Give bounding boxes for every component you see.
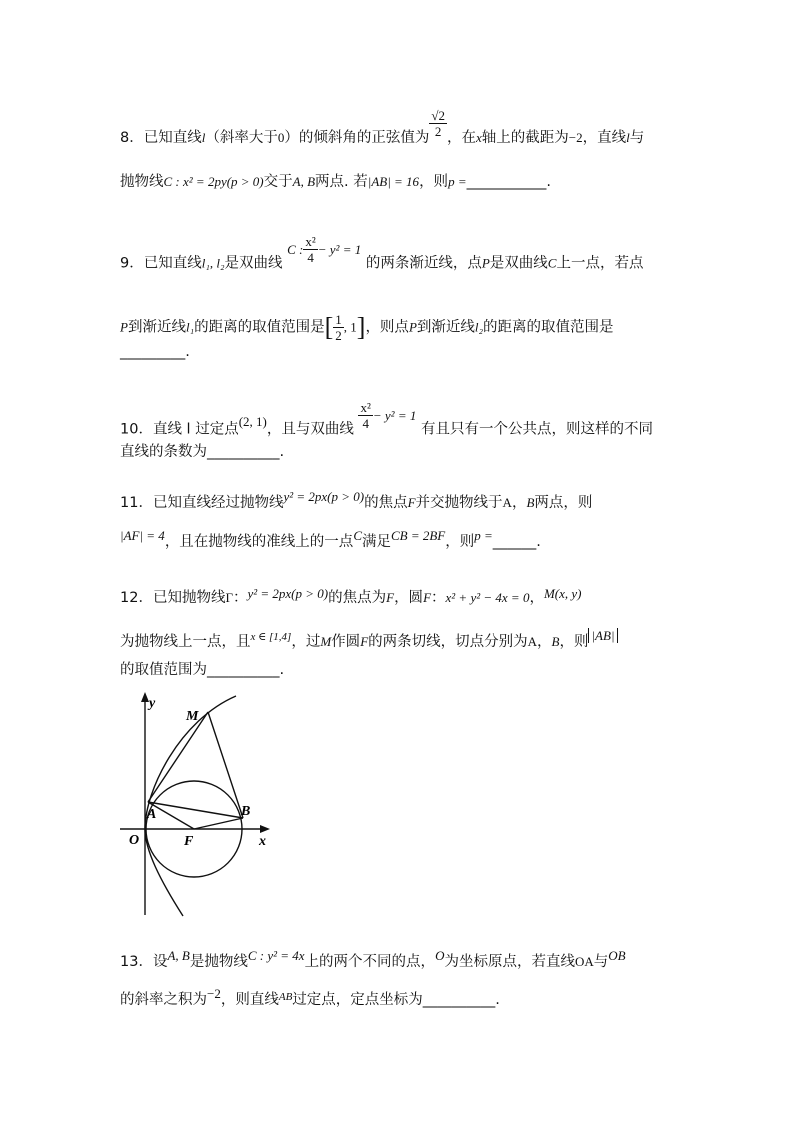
q8-frac-den: 2: [434, 123, 442, 139]
q12-line1: [120, 588, 678, 608]
q12-math-range: x ∈ [1,4]: [250, 631, 292, 643]
q12-math-F: F: [386, 590, 395, 605]
q12-math-gamma: Γ: [225, 590, 233, 605]
q12-figure: [118, 690, 278, 920]
q8-math-zero: 0: [277, 130, 285, 145]
q8-answer-blank[interactable]: ___________.: [466, 174, 551, 190]
q9-answer-blank[interactable]: _________.: [120, 344, 190, 360]
q10-answer-blank[interactable]: __________.: [207, 444, 285, 460]
q12-text: ，过: [291, 634, 321, 650]
q9-text: 是双曲线: [489, 255, 548, 272]
q13-text: 过定点，定点坐标为: [292, 992, 423, 1008]
q10-text: 10．直线 l 过定点: [120, 421, 239, 438]
q11-answer-blank[interactable]: ______.: [492, 534, 541, 550]
label-a: A: [147, 807, 157, 822]
q12-text: ，: [537, 634, 552, 650]
q8-line2: [120, 172, 678, 192]
q12-text: ，则: [559, 634, 589, 650]
q10-text: ，且与双曲线: [266, 421, 354, 438]
q10-frac-num: x²: [360, 400, 371, 415]
q11-text: 并交抛物线于: [415, 495, 503, 511]
q10-math-pt: (2, 1): [238, 413, 267, 429]
y-axis-arrow: [141, 692, 149, 702]
q9-frac-den: 4: [307, 250, 314, 265]
q11-math-p: p =: [474, 528, 493, 543]
q12-text: ，圆: [394, 590, 424, 606]
q8-line1: [120, 107, 678, 148]
q9-text: 的距离的取值范围是: [194, 319, 325, 336]
q8-text: 两点. 若: [315, 174, 368, 190]
q11-math-B: B: [526, 495, 535, 510]
q12-math-eq: y² = 2px(p > 0): [247, 586, 329, 601]
q9-half-den: 2: [335, 328, 342, 343]
q12-math-A: A: [527, 634, 538, 649]
q8-text: 8．已知直线: [120, 130, 202, 146]
q13-text: 上的两个不同的点，: [304, 954, 436, 970]
q9-bracket-left: [: [324, 312, 334, 342]
q9-half-num: 1: [335, 312, 342, 327]
q12-text: 的取值范围为: [120, 662, 207, 678]
label-f: F: [184, 834, 194, 849]
q13-math-neg2: −2: [207, 986, 221, 1001]
q11-text: 的焦点: [364, 495, 408, 511]
q13-text: ，则直线: [220, 992, 279, 1008]
q9-text: 的距离的取值范围是: [483, 319, 614, 336]
q12-math-M2: M: [320, 634, 332, 649]
label-m: M: [186, 709, 199, 724]
q8-math-x: x: [476, 130, 482, 145]
q8-text: ）的倾斜角的正弦值为: [284, 130, 430, 146]
q12-line3: [120, 660, 678, 680]
q9-text: 的两条渐近线，点: [365, 255, 482, 272]
q9-line2: [120, 312, 678, 343]
q9-math-P: P: [481, 255, 490, 271]
q12-text: 的两条切线，切点分别为: [368, 634, 528, 650]
q13-math-ob: OB: [608, 948, 626, 963]
q12-math-F2: F: [423, 590, 432, 605]
q8-fraction: [429, 108, 447, 139]
x-axis-arrow: [260, 825, 270, 833]
q9-bracket-right: ]: [356, 312, 366, 342]
q12-line2: [120, 628, 678, 653]
q9-text: 到渐近线: [127, 319, 186, 336]
q8-math-l2: l: [626, 130, 630, 145]
q9-line3: [120, 342, 678, 362]
q10-frac-den: 4: [362, 416, 369, 431]
q11-math-A: A: [502, 495, 512, 510]
q9-text: 9．已知直线: [120, 255, 202, 272]
q8-text: 交于: [263, 174, 293, 190]
q12-text: 的焦点为: [328, 590, 387, 606]
q11-text: 两点，则: [534, 495, 593, 511]
q13-text: 的斜率之积为: [120, 992, 207, 1008]
q8-text: 抛物线: [120, 174, 164, 190]
q8-math-neg2: −2: [568, 130, 583, 145]
q8-text: （斜率大于: [205, 130, 278, 146]
q9-half-fraction: [333, 312, 344, 343]
q11-text: 11．已知直线经过抛物线: [120, 495, 284, 511]
q8-math-abs: |AB| = 16: [367, 174, 420, 189]
q9-math-C: C: [547, 255, 557, 271]
q11-line1: [120, 489, 678, 513]
q11-math-F: F: [407, 495, 416, 510]
tangent-ma: [148, 712, 208, 802]
q13-math-ab: A, B: [167, 948, 190, 963]
q11-math-C: C: [353, 528, 362, 543]
q13-line2: [120, 986, 678, 1011]
q11-math-eq: y² = 2px(p > 0): [283, 489, 365, 504]
q9-math-rest: − y² = 1: [317, 241, 362, 257]
q10-line2: [120, 442, 678, 462]
q11-text: ，且在抛物线的准线上的一点: [164, 534, 354, 550]
q8-math-l: l: [201, 130, 206, 145]
q12-text: 为抛物线上一点，且: [120, 634, 251, 650]
q13-text: 与: [593, 954, 609, 970]
q10-text: 直线的条数为: [120, 444, 207, 460]
q9-line1: [120, 234, 678, 279]
q8-text: ，则: [419, 174, 449, 190]
q13-text: 13．设: [120, 954, 168, 970]
label-y: y: [149, 696, 156, 711]
q9-text: 上一点，若点: [556, 255, 644, 272]
q9-fraction: [303, 234, 317, 265]
q8-text: 与: [629, 130, 645, 146]
q12-math-B: B: [551, 634, 560, 649]
q9-math-P2: P: [120, 319, 128, 335]
label-x: x: [259, 834, 266, 849]
q10-text: 有且只有一个公共点，则这样的不同: [420, 421, 653, 438]
q13-math-eq: C : y² = 4x: [247, 948, 305, 963]
q13-math-O: O: [435, 948, 445, 963]
q11-text: 满足: [361, 534, 391, 550]
q12-math-circ: x² + y² − 4x = 0: [445, 590, 530, 605]
tangent-mb: [208, 712, 243, 818]
q9-math-one: , 1: [343, 319, 357, 335]
q9-text: 是双曲线: [224, 255, 283, 272]
segment-bf: [194, 818, 243, 829]
q9-text: ，则点: [365, 319, 409, 336]
q10-math-rest: − y² = 1: [372, 407, 417, 423]
q13-text: 为坐标原点，若直线: [444, 954, 575, 970]
parabola: [145, 696, 236, 916]
q9-math-P3: P: [408, 319, 417, 335]
q12-answer-blank[interactable]: __________.: [207, 662, 285, 678]
q12-math-F3: F: [360, 634, 369, 649]
q12-math-ab: |AB|: [588, 628, 617, 643]
q13-math-oa: OA: [574, 954, 594, 969]
q11-text: ，: [511, 495, 527, 511]
q13-math-ab2: AB: [278, 991, 293, 1003]
q8-frac-num: √2: [431, 107, 445, 123]
q8-text: ，直线: [582, 130, 627, 146]
q8-math-p: p =: [448, 174, 467, 189]
q12-text: 作圆: [331, 634, 361, 650]
q9-frac-num: x²: [305, 234, 316, 249]
q8-math-ab: A, B: [292, 174, 316, 189]
q8-math-curve: C : x² = 2py(p > 0): [163, 174, 264, 189]
q8-text: 轴上的截距为: [481, 130, 569, 146]
q9-text: 到渐近线: [416, 319, 475, 336]
label-o: O: [129, 833, 140, 848]
q12-math-M: M(x, y): [543, 586, 582, 601]
q13-text: 是抛物线: [189, 954, 248, 970]
q9-math-l1: l₁: [185, 319, 195, 335]
q11-line2: [120, 528, 678, 552]
q9-math-l2: l₂: [474, 319, 484, 335]
q9-math-l12: l₁, l₂: [201, 255, 225, 271]
q10-line1: [120, 400, 678, 445]
q11-math-vec: CB = 2BF: [390, 528, 446, 543]
q12-text: ，: [529, 590, 544, 606]
label-b: B: [241, 804, 251, 819]
q9-math-c: C :: [287, 241, 304, 257]
q11-math-af: |AF| = 4: [120, 528, 165, 543]
q8-text: ，在: [447, 130, 476, 146]
q11-text: ，则: [445, 534, 475, 550]
q12-text: 12．已知抛物线: [120, 590, 226, 606]
q13-line1: [120, 948, 678, 972]
q10-fraction: [358, 400, 372, 431]
q12-text: ：: [232, 590, 248, 606]
q13-answer-blank[interactable]: __________.: [422, 992, 500, 1008]
q12-text: ：: [431, 590, 446, 606]
